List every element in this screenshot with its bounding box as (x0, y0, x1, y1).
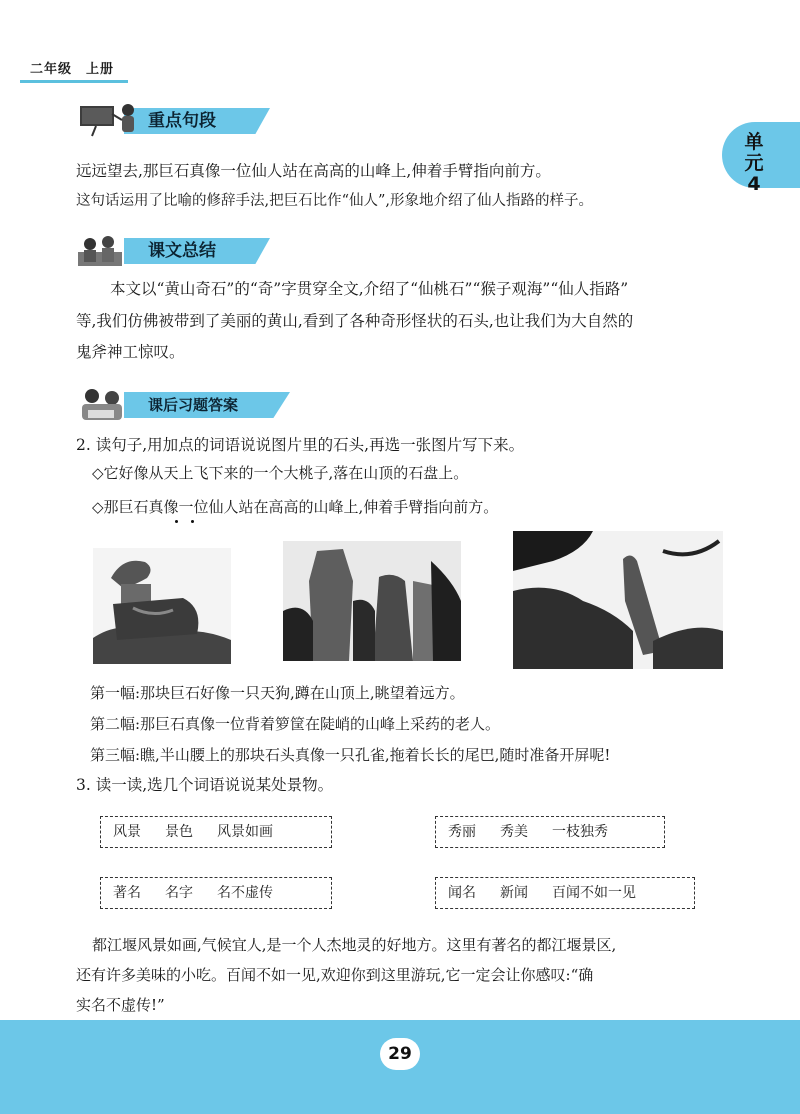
summary-line-2: 等,我们仿佛被带到了美丽的黄山,看到了各种奇形怪状的石头,也让我们为大自然的 (76, 312, 634, 330)
summary-line-1: 本文以“黄山奇石”的“奇”字贯穿全文,介绍了“仙桃石”“猴子观海”“仙人指路” (110, 280, 629, 298)
answer-picture-2: 第二幅:那巨石真像一位背着箩筐在陡峭的山峰上采药的老人。 (90, 715, 501, 733)
section-badge-summary (78, 232, 278, 266)
answer-paragraph-line-3: 实名不虚传!” (76, 996, 165, 1014)
question-2-sentence-2: ◇那巨石真像一位仙人站在高高的山峰上,伸着手臂指向前方。 (92, 498, 499, 516)
word: 景色 (165, 824, 193, 840)
emphasis-dot (175, 520, 178, 523)
photo-stone-3 (513, 531, 723, 669)
page-number: 29 (380, 1038, 420, 1070)
word: 著名 (113, 885, 141, 901)
header-divider (20, 80, 128, 83)
children-reading-icon (78, 232, 148, 268)
word: 新闻 (500, 885, 528, 901)
section-badge-answers (78, 386, 278, 420)
unit-tab-label: 单元 (744, 131, 764, 174)
answer-picture-1: 第一幅:那块巨石好像一只天狗,蹲在山顶上,眺望着远方。 (90, 684, 465, 702)
word: 秀丽 (448, 824, 476, 840)
word: 百闻不如一见 (552, 885, 636, 901)
word: 闻名 (448, 885, 476, 901)
word: 风景如画 (217, 824, 273, 840)
section-title: 课文总结 (148, 241, 216, 261)
unit-tab-number: 4 (747, 173, 761, 195)
photo-stone-2 (283, 541, 461, 661)
section-badge-key-sentences (78, 102, 278, 136)
word: 名字 (165, 885, 193, 901)
word-box-2 (435, 816, 665, 848)
answer-picture-3: 第三幅:瞧,半山腰上的那块石头真像一只孔雀,拖着长长的尾巴,随时准备开屏呢! (90, 746, 611, 764)
unit-tab (722, 122, 800, 195)
emphasis-dot (191, 520, 194, 523)
answer-paragraph-line-1: 都江堰风景如画,气候宜人,是一个人杰地灵的好地方。这里有著名的都江堰景区, (92, 936, 617, 954)
word-box-1 (100, 816, 332, 848)
book-grade-header: 二年级 上册 (30, 62, 115, 77)
kids-studying-icon (78, 386, 148, 422)
section-title: 课后习题答案 (148, 396, 239, 414)
word: 秀美 (500, 824, 528, 840)
teacher-board-icon (78, 102, 148, 138)
word-box-3 (100, 877, 332, 909)
summary-line-3: 鬼斧神工惊叹。 (76, 343, 185, 361)
answer-paragraph-line-2: 还有许多美味的小吃。百闻不如一见,欢迎你到这里游玩,它一定会让你感叹:“确 (76, 966, 594, 984)
word: 一枝独秀 (552, 824, 608, 840)
photo-stone-1 (93, 548, 231, 664)
question-2-sentence-1: ◇它好像从天上飞下来的一个大桃子,落在山顶的石盘上。 (92, 464, 469, 482)
key-sentence: 远远望去,那巨石真像一位仙人站在高高的山峰上,伸着手臂指向前方。 (76, 162, 551, 180)
word: 风景 (113, 824, 141, 840)
word: 名不虚传 (217, 885, 273, 901)
question-2: 2. 读句子,用加点的词语说说图片里的石头,再选一张图片写下来。 (76, 436, 525, 454)
section-title: 重点句段 (148, 111, 216, 131)
key-sentence-analysis: 这句话运用了比喻的修辞手法,把巨石比作“仙人”,形象地介绍了仙人指路的样子。 (76, 193, 594, 209)
word-box-4 (435, 877, 695, 909)
question-3: 3. 读一读,选几个词语说说某处景物。 (76, 776, 334, 794)
